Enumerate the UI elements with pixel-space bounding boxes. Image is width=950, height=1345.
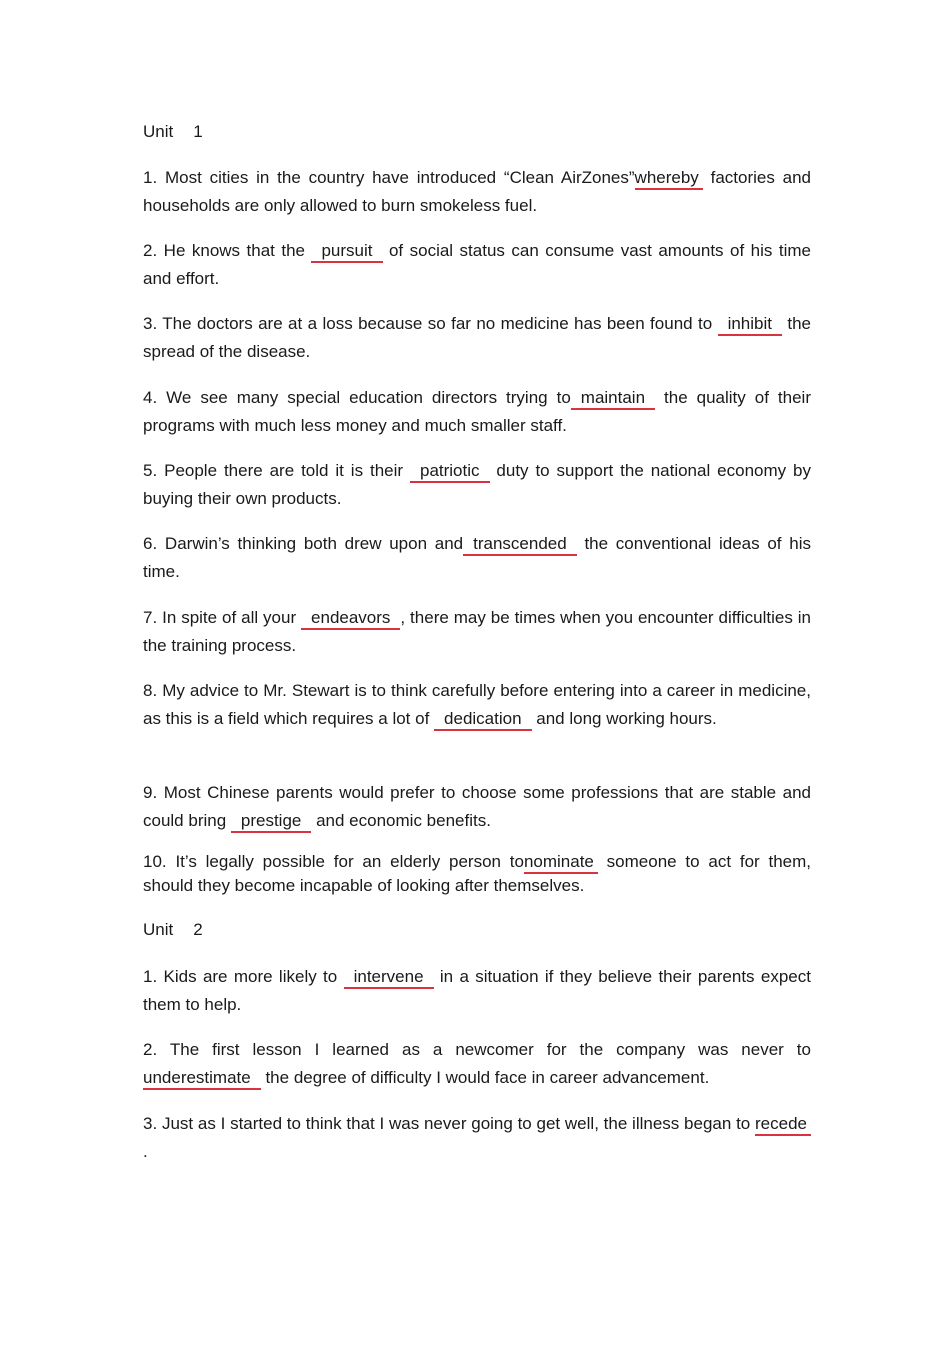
answer-blank: whereby: [635, 168, 703, 190]
unit-1-item-9: 9. Most Chinese parents would prefer to choose some professions that are stable and could bring prestige and economic benefits.: [143, 779, 811, 835]
unit-1-item-5: 5. People there are told it is their patriotic duty to support the national economy by buying their own products.: [143, 461, 811, 508]
answer-blank: patriotic: [410, 461, 490, 483]
unit-2-item-2: 2. The first lesson I learned as a newcomer for the company was never to underestimate the degree of difficulty I would face in career advancement.: [143, 1036, 811, 1092]
unit-1-item-8: 8. My advice to Mr. Stewart is to think carefully before entering into a career in medicine, as this is a field which requires a lot of dedication and long working hours.: [143, 677, 811, 733]
answer-blank: intervene: [344, 967, 434, 989]
answer-blank: inhibit: [718, 314, 782, 336]
unit-1-item-1: 1. Most cities in the country have introduced “Clean AirZones”whereby factories and households are only allowed to burn smokeless fuel.: [143, 168, 811, 215]
unit-1-item-2: 2. He knows that the pursuit of social status can consume vast amounts of his time and effort.: [143, 241, 811, 288]
unit-1-item-3: 3. The doctors are at a loss because so far no medicine has been found to inhibit the spread of the disease.: [143, 314, 812, 361]
answer-blank: nominate: [524, 852, 598, 874]
unit-1-item-6: 6. Darwin’s thinking both drew upon and transcended the conventional ideas of his time.: [143, 534, 811, 581]
unit-1-heading: Unit 1: [143, 122, 203, 141]
unit-1-item-4: 4. We see many special education directors trying to maintain the quality of their programs with much less money and much smaller staff.: [143, 388, 811, 435]
answer-blank: dedication: [434, 709, 532, 731]
answer-blank: prestige: [231, 811, 311, 833]
answer-blank: maintain: [571, 388, 655, 410]
unit-2-item-3: 3. Just as I started to think that I was never going to get well, the illness began to recede.: [143, 1110, 811, 1166]
unit-2-item-1: 1. Kids are more likely to intervene in a situation if they believe their parents expect them to help.: [143, 967, 811, 1014]
answer-blank: endeavors: [301, 608, 400, 630]
answer-blank: transcended: [463, 534, 577, 556]
answer-blank: pursuit: [311, 241, 382, 263]
unit-1-item-7: 7. In spite of all your endeavors , there may be times when you encounter difficulties in the training process.: [143, 608, 811, 655]
unit-2-heading: Unit 2: [143, 920, 203, 939]
answer-blank: recede: [755, 1114, 811, 1136]
unit-1-item-10: 10. It’s legally possible for an elderly person tonominate someone to act for them, should they become incapable of looking after themselves.: [143, 852, 811, 895]
answer-blank: underestimate: [143, 1068, 261, 1090]
